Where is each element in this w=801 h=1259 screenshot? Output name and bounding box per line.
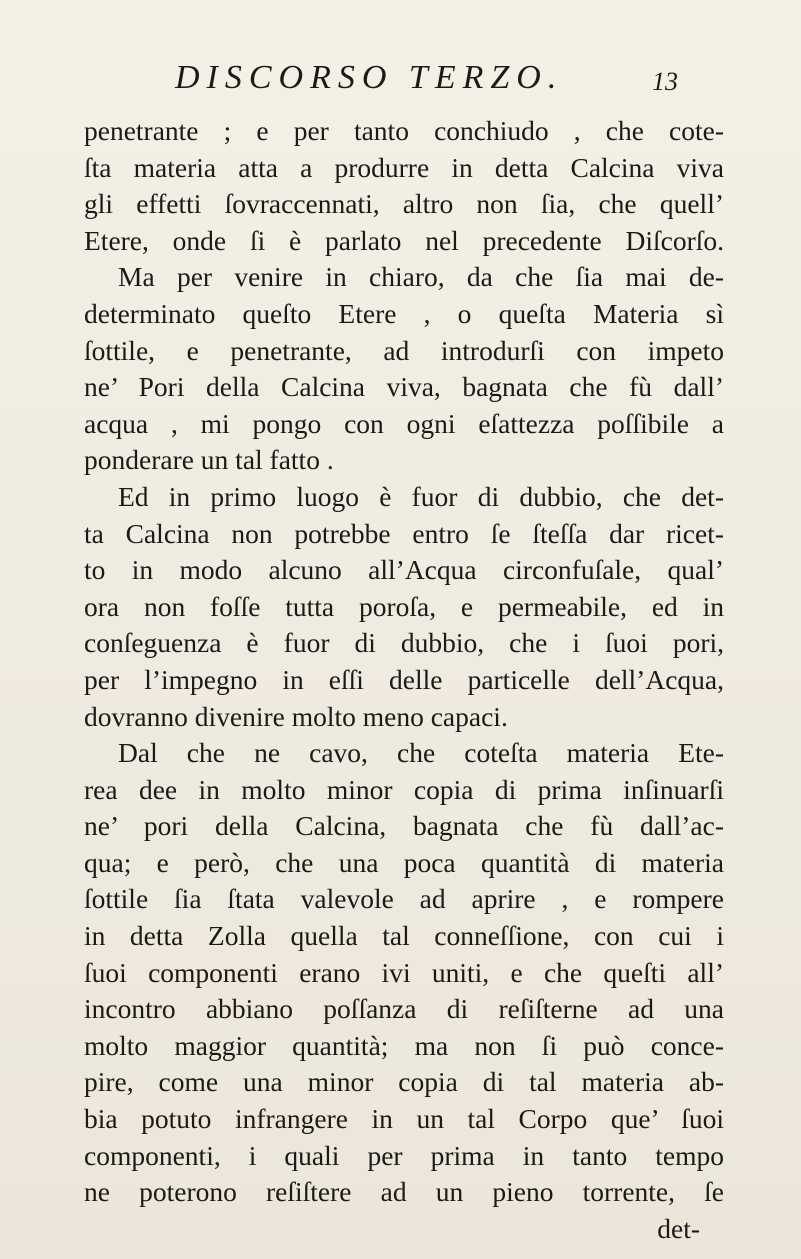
text-line: gli effetti ſovraccennati, altro non ſia, che quell’	[84, 188, 724, 220]
text-line: ſottile ſia ſtata valevole ad aprire , e rompere	[84, 883, 724, 915]
text-line: determinato queſto Etere , o queſta Materia sì	[84, 297, 724, 329]
text-line: pire, come una minor copia di tal materia ab-	[84, 1066, 724, 1098]
text-line: Ma per venire in chiaro, da che ſia mai de-	[118, 261, 724, 293]
page-header	[0, 58, 801, 98]
text-line: incontro abbiano poſſanza di reſiſterne ad una	[84, 993, 724, 1025]
text-line: ta Calcina non potrebbe entro ſe ſteſſa dar ricet-	[84, 517, 724, 549]
text-line: molto maggior quantità; ma non ſi può conce-	[84, 1029, 724, 1061]
text-line: per l’impegno in eſſi delle particelle dell’Acqua,	[84, 663, 724, 695]
text-line: dovranno divenire molto meno capaci.	[84, 700, 508, 732]
text-line: rea dee in molto minor copia di prima inſinuarſi	[84, 773, 724, 805]
text-line: ponderare un tal fatto .	[84, 444, 334, 476]
text-line: conſeguenza è fuor di dubbio, che i ſuoi pori,	[84, 627, 724, 659]
text-line: Dal che ne cavo, che coteſta materia Ete-	[118, 737, 724, 769]
text-line: to in modo alcuno all’Acqua circonfuſale, qual’	[84, 554, 724, 586]
text-line: acqua , mi pongo con ogni eſattezza poſſibile a	[84, 407, 724, 439]
text-line: ſuoi componenti erano ivi uniti, e che queſti all’	[84, 956, 724, 988]
text-line: componenti, i quali per prima in tanto tempo	[84, 1139, 724, 1171]
text-line: ne’ pori della Calcina, bagnata che fù dall’ac-	[84, 810, 724, 842]
text-line: Etere, onde ſi è parlato nel precedente Diſcorſo.	[84, 224, 724, 256]
text-line: bia potuto infrangere in un tal Corpo que’ ſuoi	[84, 1103, 724, 1135]
text-line: ora non foſſe tutta poroſa, e permeabile, ed in	[84, 590, 724, 622]
running-title: DISCORSO TERZO.	[175, 59, 564, 96]
body-text	[84, 113, 724, 1247]
catchword: det-	[657, 1212, 700, 1244]
text-line: in detta Zolla quella tal conneſſione, con cui i	[84, 920, 724, 952]
text-line: ſottile, e penetrante, ad introdurſi con impeto	[84, 334, 724, 366]
text-line: Ed in primo luogo è fuor di dubbio, che det-	[118, 480, 724, 512]
text-line: ſta materia atta a produrre in detta Calcina viva	[84, 151, 724, 183]
page-number: 13	[652, 67, 678, 96]
text-line: qua; e però, che una poca quantità di materia	[84, 846, 724, 878]
text-line: penetrante ; e per tanto conchiudo , che cote-	[84, 115, 724, 146]
text-line: ne poterono reſiſtere ad un pieno torrente, ſe	[84, 1176, 724, 1208]
text-line: ne’ Pori della Calcina viva, bagnata che fù dall’	[84, 371, 724, 403]
